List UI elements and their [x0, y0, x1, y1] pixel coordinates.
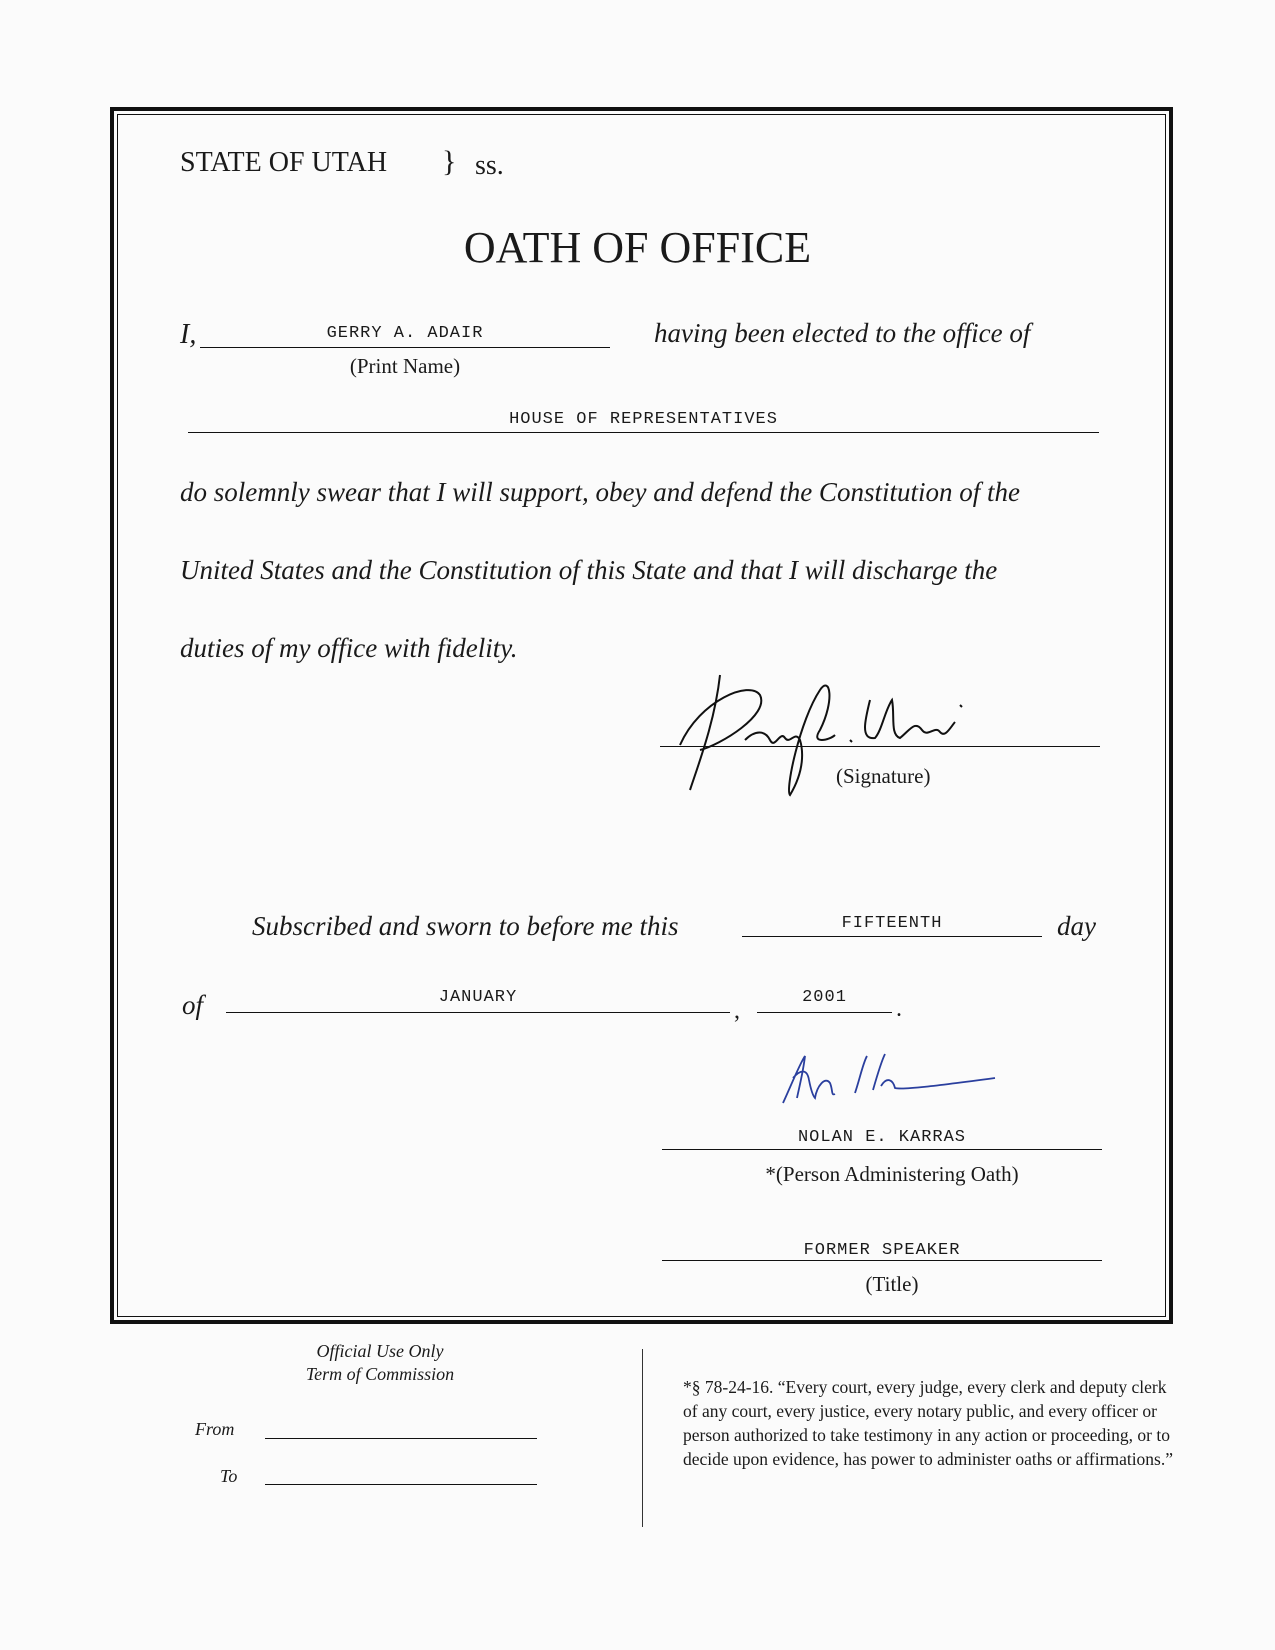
state-line: STATE OF UTAH: [180, 147, 388, 178]
day-value: FIFTEENTH: [841, 914, 943, 933]
print-name-caption: (Print Name): [349, 354, 461, 378]
ss-label: ss.: [475, 150, 504, 181]
administrator-name: NOLAN E. KARRAS: [797, 1128, 967, 1147]
day-label: day: [1057, 911, 1096, 941]
month-value: JANUARY: [438, 988, 518, 1007]
document-title: OATH OF OFFICE: [463, 223, 812, 272]
period: .: [896, 996, 902, 1022]
official-use-heading: Official Use Only: [316, 1341, 444, 1361]
i-label: I,: [180, 319, 197, 350]
oath-taker-signature: [660, 660, 1000, 800]
administrator-caption: *(Person Administering Oath): [765, 1162, 1019, 1186]
office-line: [188, 432, 1099, 433]
print-name-value: GERRY A. ADAIR: [326, 324, 484, 343]
term-of-commission-heading: Term of Commission: [305, 1364, 455, 1384]
statute-footnote: *§ 78-24-16. “Every court, every judge, every clerk and deputy clerk of any court, every justice, every notary public, and every officer or person authorized to take testimony in any action or proceeding, or to decide upon evidence, has power to administer oaths or affirmations.”: [683, 1377, 1174, 1469]
signature-caption: (Signature): [836, 764, 931, 788]
administrator-title: FORMER SPEAKER: [803, 1241, 961, 1260]
title-caption: (Title): [865, 1272, 919, 1296]
to-line: [265, 1484, 537, 1485]
subscribed-text: Subscribed and sworn to before me this: [252, 911, 679, 941]
elected-text: having been elected to the office of: [654, 318, 1031, 348]
oath-line-1: do solemnly swear that I will support, obey and defend the Constitution of the: [180, 477, 1020, 507]
comma: ,: [734, 998, 740, 1024]
vertical-divider: [642, 1349, 643, 1527]
to-label: To: [220, 1466, 238, 1486]
signature-line: [660, 746, 1100, 747]
oath-line-2: United States and the Constitution of this State and that I will discharge the: [180, 555, 998, 585]
print-name-line: [200, 347, 610, 348]
administrator-signature: [775, 1048, 1005, 1108]
from-label: From: [195, 1419, 235, 1439]
administrator-line: [662, 1149, 1102, 1150]
brace: }: [442, 145, 457, 178]
of-label: of: [182, 990, 204, 1020]
from-line: [265, 1438, 537, 1439]
oath-line-3: duties of my office with fidelity.: [180, 633, 518, 663]
title-line: [662, 1260, 1102, 1261]
year-line: [757, 1012, 892, 1013]
month-line: [226, 1012, 730, 1013]
office-value: HOUSE OF REPRESENTATIVES: [509, 410, 778, 429]
day-line: [742, 936, 1042, 937]
year-value: 2001: [802, 988, 847, 1007]
